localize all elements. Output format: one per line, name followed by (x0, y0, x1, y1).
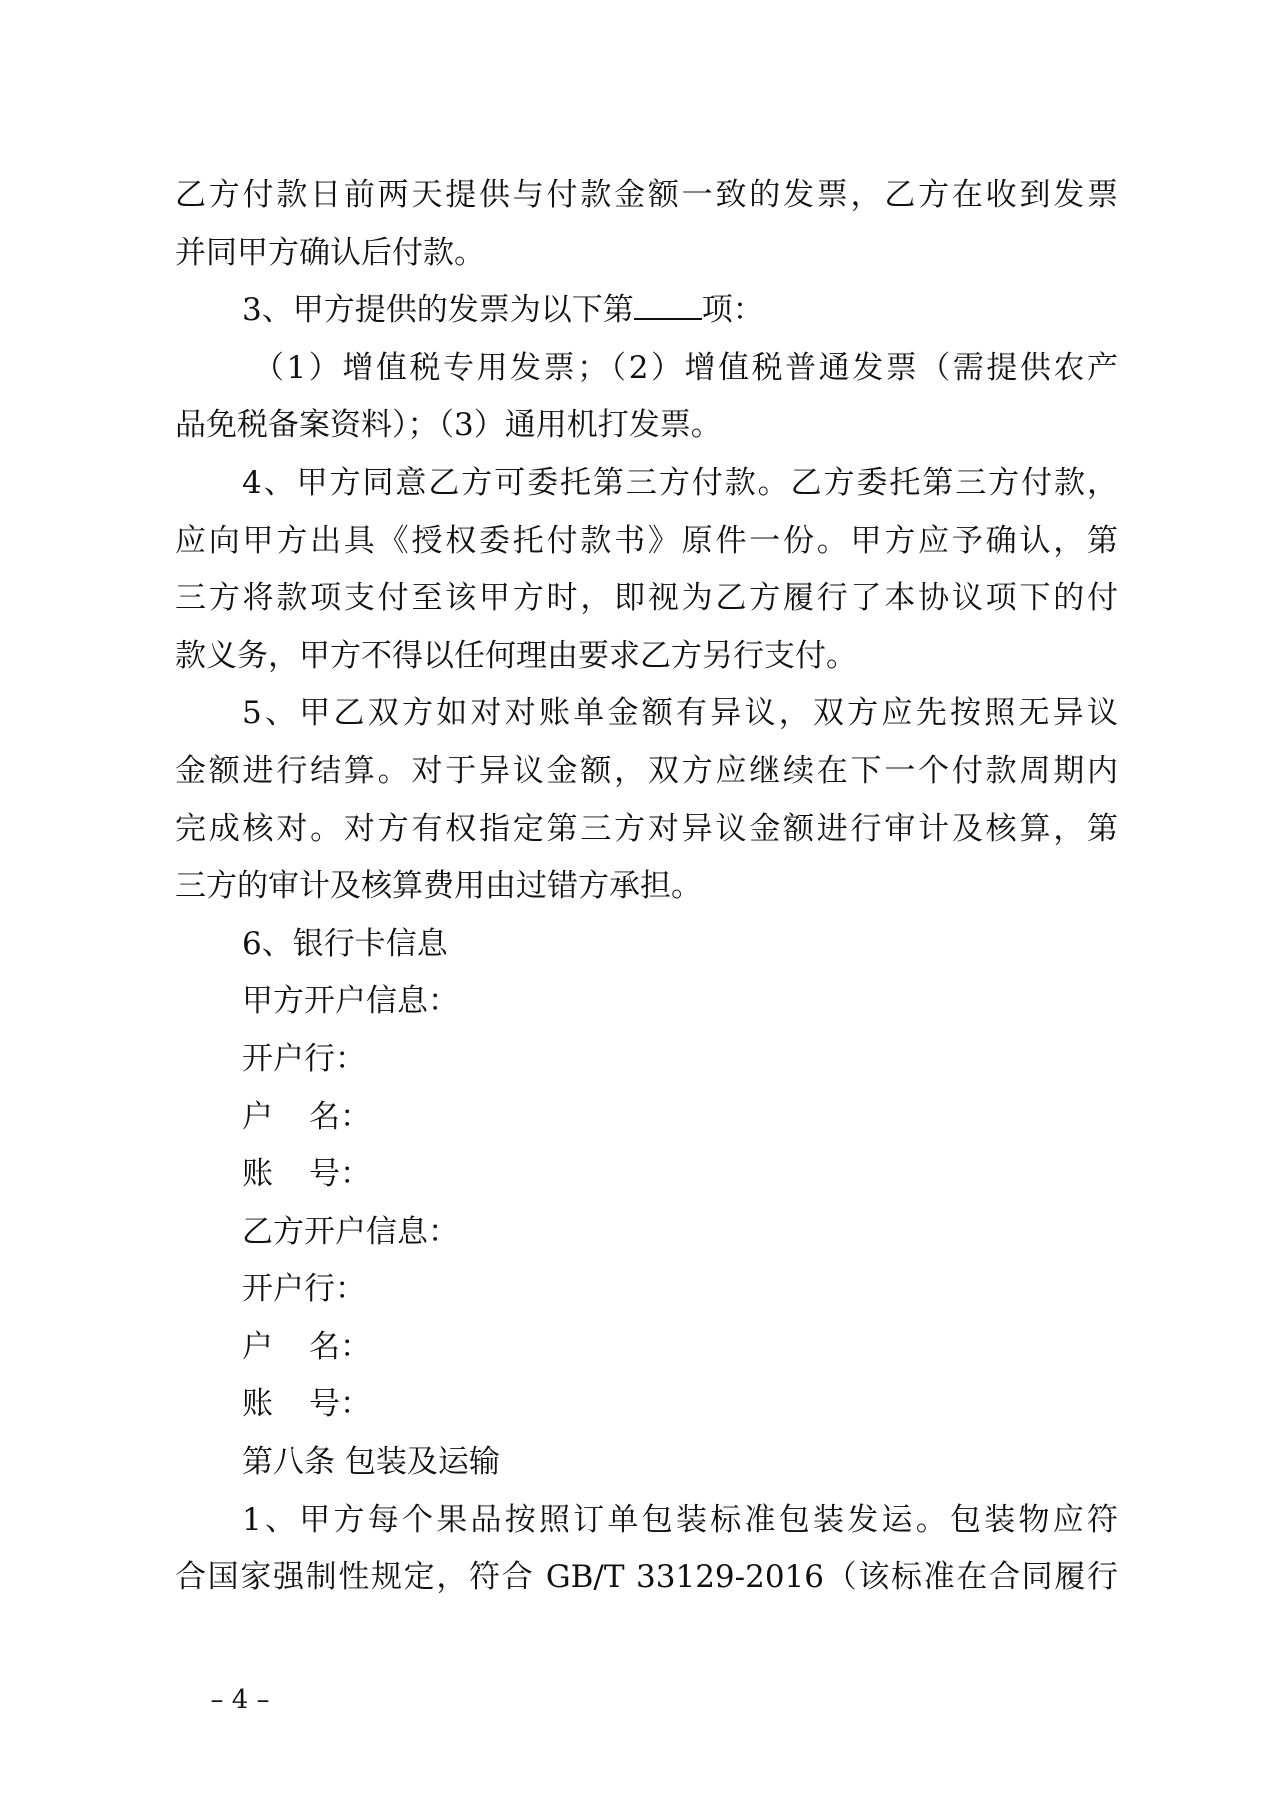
text-line: 完成核对。对方有权指定第三方对异议金额进行审计及核算，第 (175, 810, 1118, 847)
label-part: 账 (242, 1156, 273, 1193)
fill-in-blank (634, 292, 702, 320)
text-line: 并同甲方确认后付款。 (175, 234, 485, 271)
text-line: 4、甲方同意乙方可委托第三方付款。乙方委托第三方付款， (242, 464, 1118, 501)
text-line: （1）增值税专用发票；（2）增值税普通发票（需提供农产 (253, 349, 1118, 386)
label-part: 户 (242, 1328, 273, 1365)
section-heading-bank-info: 6、银行卡信息 (242, 925, 448, 962)
party-a-account-heading: 甲方开户信息： (242, 983, 459, 1020)
text-line: 三方将款项支付至该甲方时，即视为乙方履行了本协议项下的付 (175, 580, 1118, 617)
label-part: 号： (309, 1156, 371, 1193)
label-part: 账 (242, 1386, 273, 1423)
label-part: 名： (309, 1098, 371, 1135)
party-b-account-heading: 乙方开户信息： (242, 1213, 459, 1250)
party-b-account-name-label (175, 1319, 1118, 1377)
party-a-bank-label: 开户行： (242, 1040, 366, 1077)
label-part: 名： (309, 1328, 371, 1365)
text-line: 5、甲乙双方如对对账单金额有异议，双方应先按照无异议 (242, 695, 1118, 732)
text-line: 乙方付款日前两天提供与付款金额一致的发票，乙方在收到发票 (175, 177, 1118, 213)
text-line: 合国家强制性规定，符合 GB/T 33129-2016（该标准在合同履行 (175, 1559, 1118, 1596)
clause-text: 3、甲方提供的发票为以下第 (242, 292, 634, 329)
party-a-account-number-label (175, 1146, 1118, 1204)
document-body (175, 167, 1118, 1607)
text-line: 1、甲方每个果品按照订单包装标准包装发运。包装物应符 (242, 1501, 1118, 1538)
article-eight-heading: 第八条 包装及运输 (242, 1444, 500, 1481)
text-line: 应向甲方出具《授权委托付款书》原件一份。甲方应予确认，第 (175, 522, 1118, 559)
party-b-bank-label: 开户行： (242, 1271, 366, 1308)
label-part: 号： (309, 1386, 371, 1423)
clause-text: 项： (701, 292, 764, 329)
invoice-clause-line (175, 282, 1118, 340)
page-number: – 4 – (210, 1685, 270, 1715)
text-line: 款义务，甲方不得以任何理由要求乙方另行支付。 (175, 637, 857, 674)
text-line: 金额进行结算。对于异议金额，双方应继续在下一个付款周期内 (175, 752, 1118, 789)
text-line: 品免税备案资料）；（3）通用机打发票。 (175, 407, 722, 444)
party-b-account-number-label (175, 1376, 1118, 1434)
label-part: 户 (242, 1098, 273, 1135)
party-a-account-name-label (175, 1089, 1118, 1147)
text-line: 三方的审计及核算费用由过错方承担。 (175, 868, 702, 905)
